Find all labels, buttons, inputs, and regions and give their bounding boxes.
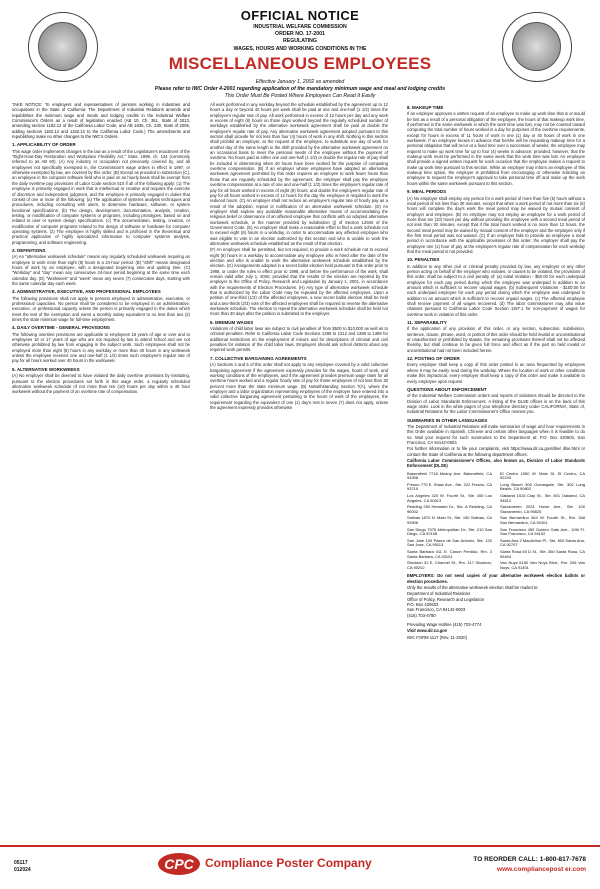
section-body: In addition to any other civil or criminal penalty provided by law, any employer or any other person acting on behalf of the employer who violates, or causes to be violated, the provisions of this order, shall be subject to a civil penalty of: (a) Initial Violation - $50.00 for each underpaid employee for each pay period during which the employee was underpaid in addition to an amount which is sufficient to recover unpaid wages. (b) Subsequent Violations - $100.00 for each underpaid employee for each pay period during which the employee was underpaid in addition to an amount which is sufficient to recover unpaid wages. (c) The affected employee shall receive payment of all wages recovered. (d) The labor commissioner may also issue citations pursuant to California Labor Code Section 1197.1 for non-payment of wages for overtime work in violation of this order. (407, 263, 585, 317)
section-heading: 8. MAKEUP TIME (407, 105, 444, 110)
office-entry: Los Angeles 320 W. Fourth St., Ste. 450 Los Angeles, CA 90013 (407, 493, 492, 503)
section-body: Violations of child labor laws are subject to civil penalties of from $500 to $10,000 as well as to criminal penalties. Refer to California Labor Code Sections 1285 to 1312 and 1390 to 1399 for additional restrictions on the employment of minors and for descriptions of criminal and civil penalties for violation of the child labor laws. Employers should ask school districts about any required work permits. (210, 326, 388, 353)
office-entry: Stockton 31 E. Channel St., Rm. 317 Stockton, CA 95202 (407, 560, 492, 570)
address-line: Office of Policy, Research and Legislation (407, 596, 485, 602)
section-heading: 12. POSTING OF ORDER (407, 356, 460, 362)
section-heading: 3. ADMINISTRATIVE, EXECUTIVE, AND PROFESSIONAL EMPLOYEES (12, 289, 161, 295)
section-heading: 4. DAILY OVERTIME - GENERAL PROVISIONS (12, 325, 110, 331)
office-entry: Sacramento 2031 Howe Ave., Ste. 100 Sacramento, CA 95825 (500, 504, 585, 514)
office-entry: Long Beach 300 Oceangate, Ste. 302 Long Beach, CA 90802 (500, 481, 585, 492)
mailing-address (407, 591, 585, 618)
refer-note: Please refer to IWC Order 4-2001 regarding application of the mandatory minimum wage and meal and lodging credits (154, 86, 446, 92)
address-line: San Francisco, CA 94142-0603 (407, 607, 466, 613)
office-list (407, 472, 585, 571)
form-number: IWC FORM 1117 (Rev. 11-2020) (407, 634, 467, 640)
column-1 (12, 102, 190, 842)
office-entry: San Diego 7575 Metropolitan Dr., Ste. 210 San Diego, CA 92108 (407, 526, 492, 537)
section-heading: 1. APPLICABILITY OF ORDER (12, 142, 76, 148)
footer (0, 850, 600, 889)
section-body: The following overtime provisions are applicable to employees 18 years of age or over and to employees 16 or 17 years of age who are not required by law to attend school and are not otherwise prohibited by law from engaging in the subject work. Such employees shall not be employed more than eight (8) hours in any workday or more than 40 hours in any workweek unless the employee receives one and one-half (1 1/2) times such employee's regular rate of pay for all hours worked over 40 hours in the workweek. (12, 331, 190, 364)
cpc-logo: CPC (158, 853, 200, 875)
visit-link[interactable]: Visit www.dir.ca.gov (407, 628, 448, 634)
office-entry: Santa Barbara 411 E. Canon Perdido, Rm. 3 Santa Barbara, CA 93101 (407, 548, 492, 559)
effective-date: Effective January 1, 2002 as amended (255, 79, 345, 85)
section-body: (A) An "alternative workweek schedule" means any regularly scheduled workweek requiring an employee to work more than eight (8) hours in a 24-hour period. (B) "Shift" means designated hours of work by an employee, with a designated beginning time and quitting time. (C) "Workday" and "day" mean any consecutive 24-hour period beginning at the same time each calendar day. (D) "Workweek" and "week" mean any seven (7) consecutive days, starting with the same calendar day each week. (12, 254, 190, 286)
col2-sections (210, 102, 388, 410)
office-entry: Bakersfield 7718 Meany Ave. Bakersfield, CA 93308 (407, 470, 492, 481)
section-heading: 6. MINIMUM WAGES (210, 319, 254, 325)
column-3 (407, 102, 585, 842)
office-entry: El Centro 1550 W. Main St. El Centro, CA 92243 (500, 470, 585, 481)
office-entry: San Jose 100 Paseo de San Antonio, Ste. 120 San Jose, CA 95113 (407, 537, 492, 548)
posting-note: This Order Must Be Posted Where Employees Can Read It Easily (224, 93, 376, 99)
section-body: The following provisions shall not apply to persons employed in administrative, executive, or professional capacities. No person shall be considered to be employed in an administrative, executive, or professional capacity unless the person is primarily engaged in the duties which meet the test of the exemption and earns a monthly salary equivalent to no less than two (2) times the state minimum wage for full-time employment. (12, 295, 190, 323)
section-body: Every employer shall keep a copy of this order posted in an area frequented by employees where it may be easily read during the workday. Where the location of work or other conditions make this impractical, every employer shall keep a copy of this order and make it available to every employee upon request. (407, 362, 585, 384)
reorder-phone: TO REORDER CALL: 1-800-817-7678 (473, 856, 586, 863)
section-body: (A) No employer shall be deemed to have violated the daily overtime provisions by instituting, pursuant to the election procedures set forth in this wage order, a regularly scheduled alternative workweek schedule of not more than ten (10) hours per day within a 40 hour workweek without the payment of an overtime rate of compensation. (12, 373, 190, 395)
footer-divider (0, 845, 600, 847)
office-entry: Van Nuys 6150 Van Nuys Blvd., Rm. 206 Van Nuys, CA 91401 (500, 560, 585, 570)
section-heading: 5. ALTERNATIVE WORKWEEKS (12, 366, 80, 372)
intro-paragraph: TAKE NOTICE: To employers and representatives of persons working in industries and occupations in the State of California: The Department of Industrial Relations amends and republishes the minimum wage and meals and lodging credits in the Industrial Welfare Commission's Orders as a result of legislation enacted (AB 10, Ch. 351, Stats of 2013, amending section 1182.12 of the California Labor Code, and AB 1835, Ch. 230, Stats of 2006, adding sections 1182.12 and 1182.13 to the California Labor Code.) The amendments and republishing make no other changes to the IWC's Orders. (12, 102, 190, 140)
hotline: Prevailing Wage Hotline (415) 703-4774 (407, 622, 482, 628)
office-entry: San Francisco 455 Golden Gate Ave., 10th Fl. San Francisco, CA 94102 (500, 526, 585, 537)
address-line: Department of Industrial Relations (407, 591, 471, 597)
order-number: ORDER NO. 17-2001 (275, 31, 325, 37)
section-heading: 9. MEAL PERIODS (407, 189, 447, 195)
section-heading: QUESTIONS ABOUT ENFORCEMENT (407, 386, 487, 392)
section-body: of the Industrial Welfare Commission orders and reports of violations should be directed to the Division of Labor Standards Enforcement. A listing of the DLSE offices is on the back of this wage order. Look in the white pages of your telephone directory under CALIFORNIA, State of, Industrial Relations for the Labor Commissioner's Office nearest you. (407, 393, 585, 415)
office-entry: San Bernardino 464 W. Fourth St., Rm. 348 San Bernardino, CA 92401 (500, 515, 585, 525)
employers-note: EMPLOYERS: Do not send copies of your alternative workweek election ballots or election procedures. (407, 573, 585, 584)
column-2 (210, 102, 388, 842)
section-body: This wage order implements changes in the law as a result of the Legislature's enactment of the "Eight-Hour-Day Restoration and Workplace Flexibility Act," Stats. 1999, ch. 134 (commonly referred to as AB 60). (A) Any industry or occupation not previously covered by, and all employees not specifically exempted in, the Commission's wage orders in effect in 1997, or otherwise exempted by law, are covered by this order. (B) Except as provided in subsection (C), an employee in the computer software field who is paid on an hourly basis shall be exempt from the daily overtime pay provisions of Labor Code section 510 if all of the following apply: (1) The employee is primarily engaged in work that is intellectual or creative and requires the exercise of discretion and independent judgment, and the employee is primarily engaged in duties that consist of one or more of the following: (a) The application of systems analysis techniques and procedures, including consulting with users, to determine hardware, software, or system functional specifications. (b) The design, development, documentation, analysis, creation, testing, or modification of computer systems or programs, including prototypes, based on and related to user or system design specifications. (c) The documentation, testing, creation, or modification of computer programs related to the design of software or hardware for computer operating systems. (2) The employee is highly skilled and is proficient in the theoretical and practical application of highly specialized information to computer systems analysis, programming, and software engineering. (12, 148, 190, 245)
wages-line: WAGES, HOURS AND WORKING CONDITIONS IN THE (233, 46, 367, 52)
regulating-line: REGULATING (283, 38, 317, 44)
commission-line: INDUSTRIAL WELFARE COMMISSION (253, 24, 347, 30)
results-note: Only the results of the alternative workweek election shall be mailed to: (407, 585, 539, 591)
section-heading: SUMMARIES IN OTHER LANGUAGES (407, 417, 488, 423)
section-body: If an employer approves a written request of an employee to make up work time that is or would be lost as a result of a personal obligation of the employee, the hours of that makeup work time, if performed in the same workweek in which the work time was lost, may not be counted toward computing the total number of hours worked in a day for purposes of the overtime requirements, except for hours in excess of 11 hours of work in one (1) day or 40 hours of work in one workweek. If an employee knows in advance that he/she will be requesting makeup time for a personal obligation that will recur at a fixed time over a succession of weeks, the employee may request to make up work time for up to four (4) weeks in advance; provided, however, that the makeup work must be performed in the same week that the work time was lost. An employee shall provide a signed written request for each occasion that the employee makes a request to make up work time pursuant to this section. While an employer may inform an employee of this makeup time option, the employer is prohibited from encouraging or otherwise soliciting an employee to request the employer's approval to take personal time off and make up the work hours within the same workweek pursuant to this section. (407, 111, 585, 186)
section-body: All work performed in any workday beyond the schedule established by the agreement up to 12 hours a day or beyond 40 hours per week shall be paid at one and one-half (1 1/2) times the employee's regular rate of pay. All work performed in excess of 12 hours per day and any work in excess of eight (8) hours on those days worked beyond the regularly scheduled number of workdays established by the alternative workweek agreement shall be paid at double the employee's regular rate of pay. Any alternative workweek agreement adopted pursuant to this section shall provide for not less than four (4) hours of work in any shift. Nothing in this section shall prohibit an employer, at the request of the employee, to substitute one day of work for another day of the same length in the shift provided by the alternative workweek agreement on an occasional basis to meet the personal needs of the employee without the payment of overtime. No hours paid at either one and one-half (1 1/2) or double the regular rate of pay shall be included in determining when 40 hours have been worked for the purpose of computing overtime compensation. (B) If an employer whose employees have adopted an alternative workweek agreement permitted by this order requires an employee to work fewer hours than those that are regularly scheduled by the agreement, the employer shall pay the employee overtime compensation at a rate of one and one-half (1 1/2) times the employee's regular rate of pay for all hours worked in excess of eight (8) hours, and double the employee's regular rate of pay for all hours worked in excess of 12 hours for the day the employee is required to work the reduced hours. (C) An employer shall not reduce an employee's regular rate of hourly pay as a result of the adoption, repeal or nullification of an alternative workweek schedule. (D) An employer shall explore any available reasonable alternative means of accommodating the religious belief or observance of an affected employee that conflicts with an adopted alternative workweek schedule, in the manner provided by subdivision (j) of Section 12940 of the Government Code. (E) An employer shall make a reasonable effort to find a work schedule not to exceed eight (8) hours in a workday, in order to accommodate any affected employee who was eligible to vote in an election authorized by this section and who is unable to work the alternative workweek schedule established as the result of that election. (210, 102, 388, 246)
offices-heading: California Labor Commissioner's Offices, also known as, Division of Labor Standards Enforcement (DLSE) (407, 457, 585, 469)
page-title: MISCELLANEOUS EMPLOYEES (168, 54, 432, 73)
office-entry: Salinas 1870 N. Main St., Ste. 150 Salinas, CA 93906 (407, 515, 492, 525)
section-heading: 7. COLLECTIVE BARGAINING AGREEMENTS (210, 355, 307, 361)
office-entry: Santa Ana 2 MacArthur Pl., Ste. 800 Santa Ana, CA 92707 (500, 537, 585, 548)
section-body: (A) No employer shall employ any person for a work period of more than five (5) hours without a meal period of not less than 30 minutes, except that when a work period of not more than six (6) hours will complete the day's work the meal period may be waived by mutual consent of employer and employee. (B) An employer may not employ an employee for a work period of more than ten (10) hours per day without providing the employee with a second meal period of not less than 30 minutes, except that if the total hours worked is no more than 12 hours, the second meal period may be waived by mutual consent of the employer and the employee only if the first meal period was not waived. (C) If an employer fails to provide an employee a meal period in accordance with the applicable provisions of this order, the employer shall pay the employee one (1) hour of pay at the employee's regular rate of compensation for each workday that the meal period is not provided. (407, 195, 585, 254)
website-note: For further information or to file your complaints, visit https://www.dir.ca.gov/dlse/ dlse.html or contact the State of California at the following department offices: (407, 446, 585, 457)
col3-sections (407, 105, 585, 445)
address-line: P.O. Box 420603 (407, 602, 439, 608)
section-body: (F) An employer shall be permitted, but not required, to provide a work schedule not to exceed eight (8) hours in a workday to accommodate any employee who is hired after the date of the election and who is unable to work the alternative workweek schedule established by the election. (G) Arrangements adopted in a secret ballot election held pursuant to this order prior to 1998, or under the rules in effect prior to 1998, and before the performance of the work, shall remain valid after July 1, 2000, provided that the results of the election are reported by the employer to the Office of Policy, Research and Legislation by January 1, 2001, in accordance with the requirements of Election Procedures. (H) Any type of alternative workweek schedule that is authorized by the Labor Code may be repealed by the affected employees. Upon a petition of one-third (1/3) of the affected employees, a new secret ballot election shall be held and a two-thirds (2/3) vote of the affected employees shall be required to reverse the alternative workweek schedule. The election to repeal the alternative workweek schedule shall be held not more than 30 days after the petition is submitted to the employer. (210, 247, 388, 317)
website-link[interactable]: www.compliancepost er.com (497, 866, 586, 873)
office-entry: Fresno 770 E. Shaw Ave., Ste. 222 Fresno, CA 93710 (407, 481, 492, 492)
brand-name: Compliance Poster Company (205, 856, 372, 870)
section-body: The Department of Industrial Relations will make summaries of wage and hour requirements in this Order available in Spanish, Chinese and certain other languages when it is feasible to do so. Mail your request for such summaries to the Department at: P.O. Box 420603, San Francisco, CA 94142-0603. (407, 423, 585, 445)
notice-heading: OFFICIAL NOTICE (240, 8, 360, 23)
section-body: If the application of any provision of this order, or any section, subsection, subdivision, sentence, clause, phrase, word, or portion of this order should be held invalid or unconstitutional or unauthorized or prohibited by statute, the remaining provisions thereof shall not be affected thereby, but shall continue to be given full force and effect as if the part so held invalid or unconstitutional had not been included herein. (407, 326, 585, 353)
office-entry: Oakland 1515 Clay St., Ste. 801 Oakland, CA 94612 (500, 493, 585, 503)
section-body: (A) Sections 4 and 5 of this order shall not apply to any employee covered by a valid collective bargaining agreement if the agreement expressly provides for the wages, hours of work, and working conditions of the employees, and if the agreement provides premium wage rates for all overtime hours worked and a regular hourly rate of pay for those employees of not less than 30 percent more than the state minimum wage. (B) Notwithstanding Section 7(A), where the employer and a labor organization representing employees of the employer have entered into a valid collective bargaining agreement pertaining to the hours of work of the employees, the requirement regarding the equivalent of one (1) day's rest in seven (7) does not apply, unless the agreement expressly provides otherwise. (210, 362, 388, 410)
office-entry: Santa Rosa 50 D St., Ste. 360 Santa Rosa, CA 95404 (500, 548, 585, 559)
section-heading: 2. DEFINITIONS (12, 247, 46, 253)
office-entry: Redding 250 Hemsted Dr., Ste. A Redding, CA 96002 (407, 504, 492, 514)
section-heading: 11. SEPARABILITY (407, 320, 447, 326)
address-phone: (415) 703-4780 (407, 612, 436, 618)
col1-sections (12, 142, 190, 394)
product-code: 05117 (14, 860, 28, 866)
section-heading: 10. PENALTIES (407, 257, 440, 263)
date-code: 012024 (14, 867, 31, 873)
